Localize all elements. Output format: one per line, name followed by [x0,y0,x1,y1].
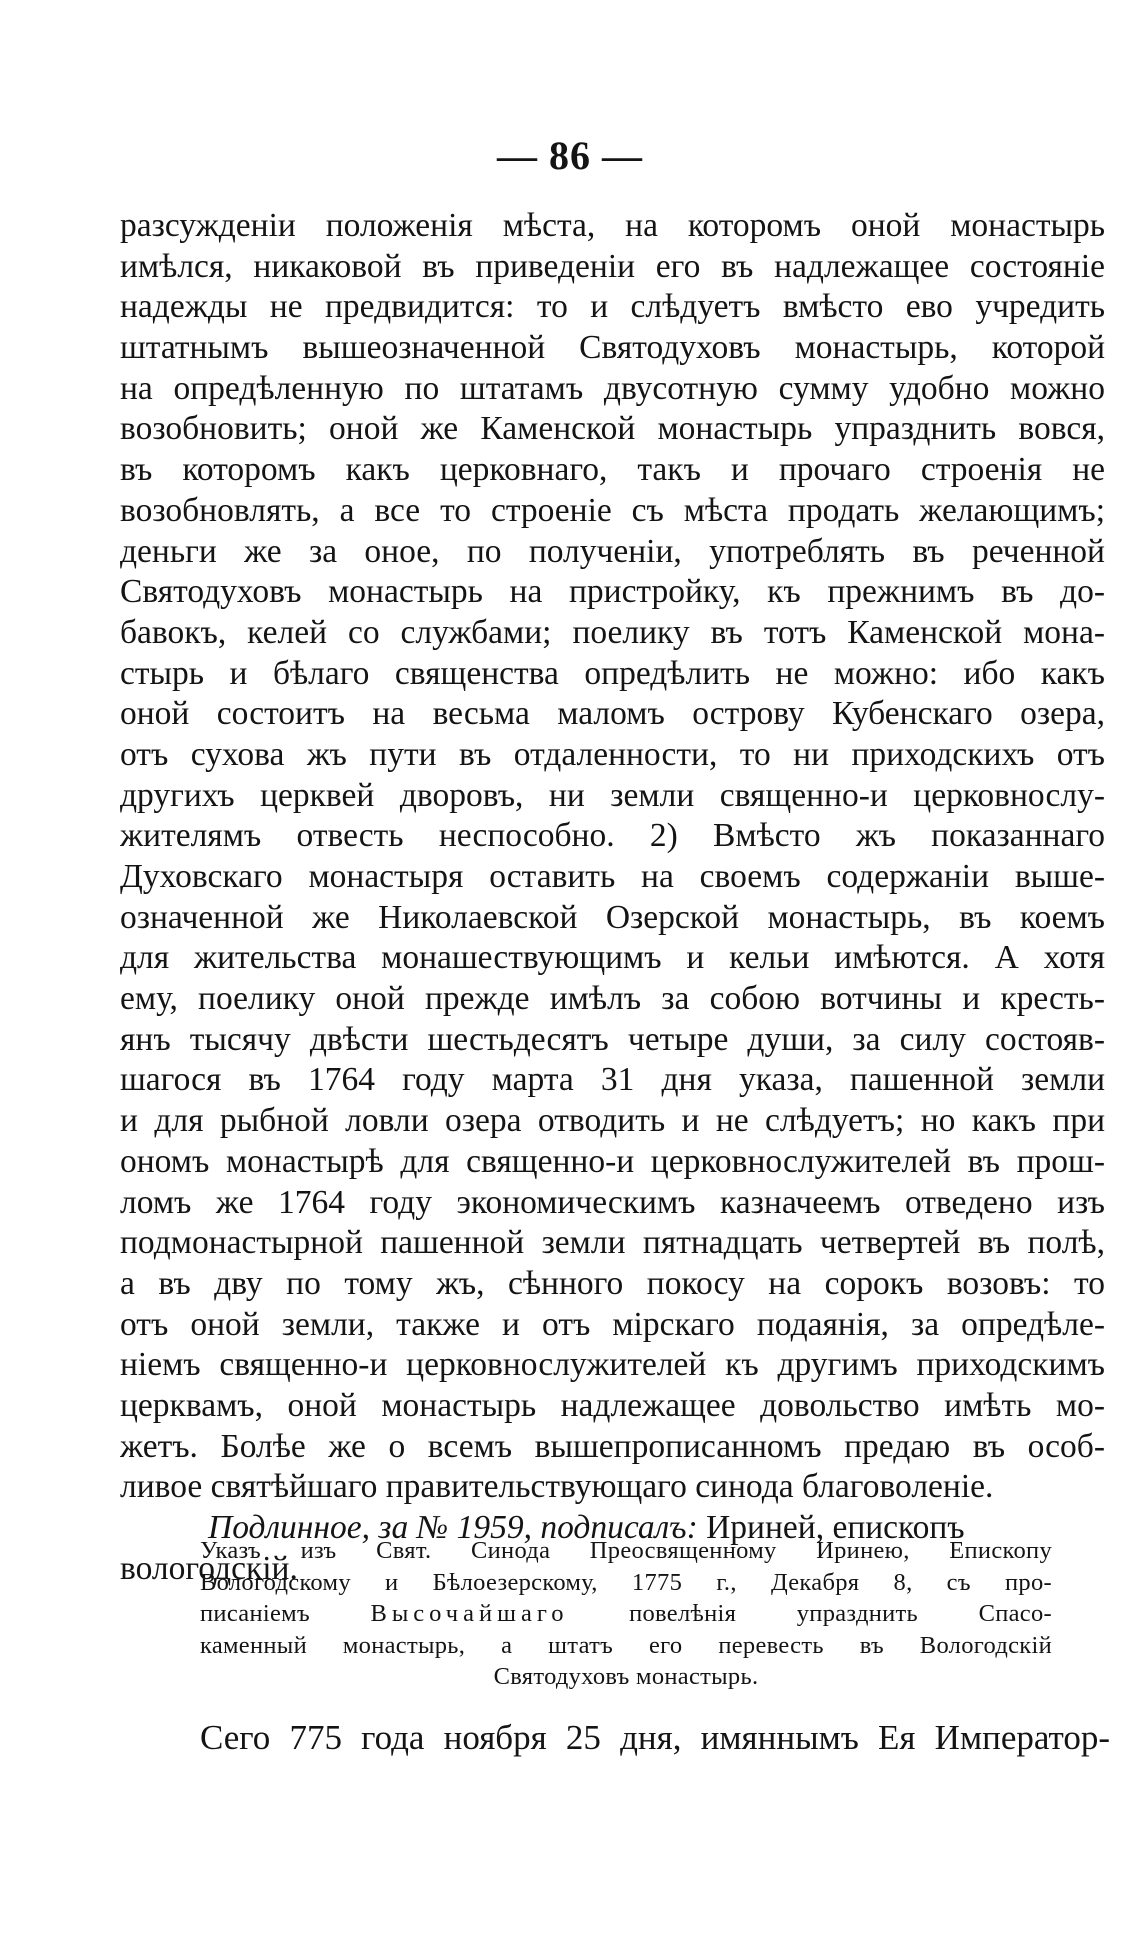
text-line: отъ оной земли, также и отъ мірскаго подаянія, за опредѣле- [120,1305,1105,1343]
summary-line: Вологодскому и Бѣлоезерскому, 1775 г., Декабря 8, съ про- [200,1568,1052,1596]
text-line: ему, поелику оной прежде имѣлъ за собою вотчины и кресть- [120,980,1105,1018]
text-line: для жительства монашествующимъ и кельи имѣются. А хотя [120,939,1105,977]
signature-signer: Ириней, епископъ [697,1509,965,1546]
text-line: оной состоитъ на весьма маломъ острову Кубенскаго озера, [120,695,1105,733]
text-line: янъ тысячу двѣсти шестьдесятъ четыре души, за силу состояв- [120,1020,1105,1058]
text-line: ломъ же 1764 году экономическимъ казначеемъ отведено изъ [120,1183,1105,1221]
text-line: ливое святѣйшаго правительствующаго синода благоволеніе. [120,1468,994,1506]
main-paragraph [120,206,1105,1589]
summary-line-end: повелѣнія упразднить Спасо- [629,1600,1052,1627]
text-line: жетъ. Болѣе же о всемъ вышепрописанномъ предаю въ особ- [120,1427,1105,1465]
text-line: въ которомъ какъ церковнаго, такъ и прочаго строенія не [120,451,1105,489]
text-line: а въ дву по тому жъ, сѣнного покосу на сорокъ возовъ: то [120,1264,1105,1302]
text-line: другихъ церквей дворовъ, ни земли священно-и церковнослу- [120,776,1105,814]
text-line: подмонастырной пашенной земли пятнадцать четвертей въ полѣ, [120,1224,1105,1262]
text-line: означенной же Николаевской Озерской монастырь, въ коемъ [120,898,1105,936]
text-line: возобновить; оной же Каменской монастырь упразднить вовся, [120,410,1105,448]
text-line: ономъ монастырѣ для священно-и церковнослужителей въ прош- [120,1142,1105,1180]
text-line: жителямъ отвесть неспособно. 2) Вмѣсто жъ показаннаго [120,817,1105,855]
signature-signer-continued: вологодскій. [120,1549,298,1587]
text-line: бавокъ, келей со службами; поелику въ тотъ Каменской мона- [120,613,1105,651]
text-line: и для рыбной ловли озера отводить и не слѣдуетъ; но какъ при [120,1102,1105,1140]
summary-spaced-word: Высочайшаго [370,1600,569,1627]
text-line: штатнымъ вышеозначенной Святодуховъ монастырь, которой [120,329,1105,367]
summary-line: каменный монастырь, а штатъ его перевесть въ Вологодскій [200,1631,1052,1659]
text-line: церквамъ, оной монастырь надлежащее довольство имѣть мо- [120,1386,1105,1424]
text-line: разсужденіи положенія мѣста, на которомъ оной монастырь [120,207,1105,244]
text-line: Святодуховъ монастырь на пристройку, къ прежнимъ въ до- [120,573,1105,611]
text-line: Духовскаго монастыря оставить на своемъ содержаніи выше- [120,858,1105,895]
text-line: стырь и бѣлаго священства опредѣлить не можно: ибо какъ [120,654,1105,692]
text-line: отъ сухова жъ пути въ отдаленности, то ни приходскихъ отъ [120,735,1105,773]
summary-line: Указъ изъ Свят. Синода Преосвященному Иринею, Епископу [200,1537,1052,1564]
text-line: возобновлять, а все то строеніе съ мѣста продать желающимъ; [120,491,1105,529]
text-line: шагося въ 1764 году марта 31 дня указа, пашенной земли [120,1061,1105,1099]
text-line: на опредѣленную по штатамъ двусотную сумму удобно можно [120,369,1105,407]
summary-line-start: писаніемъ [200,1600,371,1627]
text-line: имѣлся, никаковой въ приведеніи его въ надлежащее состояніе [120,247,1105,285]
summary-line: Святодуховъ монастырь. [493,1663,759,1690]
decree-summary [200,1535,1052,1693]
closing-text-line: Сего 775 года ноября 25 дня, имяннымъ Ея Император- [200,1718,1110,1757]
text-line: ніемъ священно-и церковнослужителей къ другимъ приходскимъ [120,1346,1105,1384]
text-line: надежды не предвидится: то и слѣдуетъ вмѣсто ево учредить [120,288,1105,326]
summary-line [200,1598,1052,1630]
signature-original-label: Подлинное, за № 1959, подписалъ: [208,1509,698,1546]
page-number: — 86 — [497,133,643,178]
text-line: деньги же за оное, по полученіи, употреблять въ реченной [120,532,1105,570]
